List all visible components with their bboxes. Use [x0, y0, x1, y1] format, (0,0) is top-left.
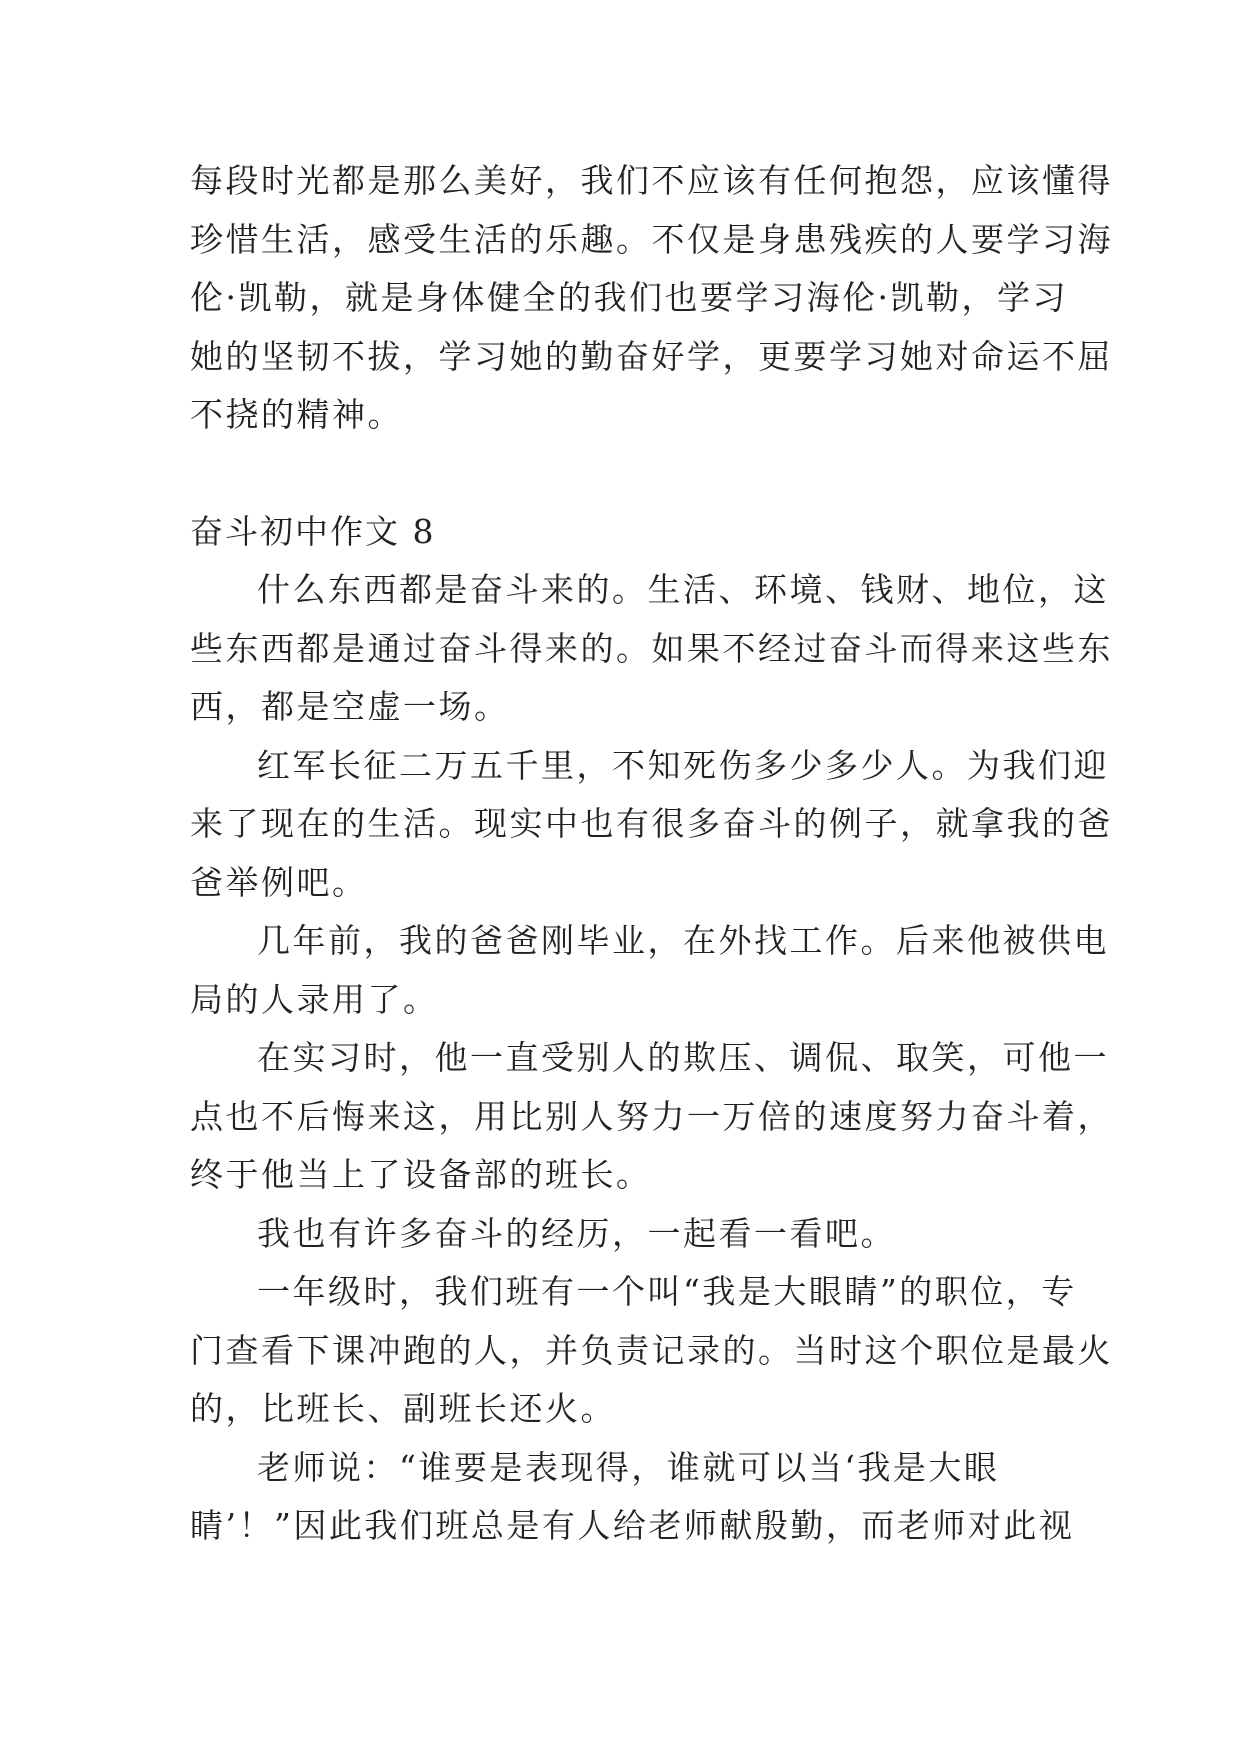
document-body [190, 152, 1113, 1556]
text-line: 的，比班长、副班长还火。 [190, 1389, 616, 1428]
text-line: 局的人录用了。 [190, 979, 439, 1019]
text-line: 珍惜生活，感受生活的乐趣。不仅是身患残疾的人要学习海 [190, 219, 1113, 259]
section-gap [190, 445, 1060, 503]
paragraph [190, 1263, 1113, 1439]
text-line: 一年级时，我们班有一个叫“我是大眼睛”的职位，专 [257, 1272, 1077, 1311]
text-line: 门查看下课冲跑的人，并负责记录的。当时这个职位是最火 [190, 1330, 1113, 1370]
text-line: 几年前，我的爸爸刚毕业，在外找工作。后来他被供电 [257, 921, 1109, 960]
text-line: 我也有许多奋斗的经历，一起看一看吧。 [257, 1213, 896, 1253]
text-line: 在实习时，他一直受别人的欺压、调侃、取笑，可他一 [257, 1038, 1109, 1077]
text-line: 些东西都是通过奋斗得来的。如果不经过奋斗而得来这些东 [190, 628, 1113, 668]
text-line: 终于他当上了设备部的班长。 [190, 1155, 652, 1194]
text-line: 伦·凯勒，就是身体健全的我们也要学习海伦·凯勒，学习 [190, 278, 1068, 317]
paragraph [190, 737, 1113, 913]
text-line: 红军长征二万五千里，不知死伤多少多少人。为我们迎 [257, 745, 1109, 785]
section-title: 奋斗初中作文 8 [190, 511, 436, 551]
paragraph [190, 1439, 1075, 1556]
paragraph [190, 1029, 1113, 1205]
text-line: 爸举例吧。 [190, 862, 368, 902]
text-line: 点也不后悔来这，用比别人努力一万倍的速度努力奋斗着， [190, 1096, 1113, 1136]
intro-paragraph [190, 152, 1113, 445]
text-line: 不挠的精神。 [190, 395, 403, 434]
text-line: 什么东西都是奋斗来的。生活、环境、钱财、地位，这 [257, 570, 1109, 609]
text-line: 每段时光都是那么美好，我们不应该有任何抱怨，应该懂得 [190, 161, 1113, 200]
paragraph [190, 912, 1109, 1029]
text-line: 老师说：“谁要是表现得，谁就可以当‘我是大眼 [257, 1447, 1000, 1487]
text-line: 睛’！”因此我们班总是有人给老师献殷勤，而老师对此视 [190, 1506, 1075, 1545]
text-line: 西，都是空虚一场。 [190, 687, 510, 726]
paragraph [190, 1205, 1060, 1264]
text-line: 来了现在的生活。现实中也有很多奋斗的例子，就拿我的爸 [190, 804, 1113, 843]
paragraph [190, 561, 1113, 737]
text-line: 她的坚韧不拔，学习她的勤奋好学，更要学习她对命运不屈 [190, 336, 1113, 376]
